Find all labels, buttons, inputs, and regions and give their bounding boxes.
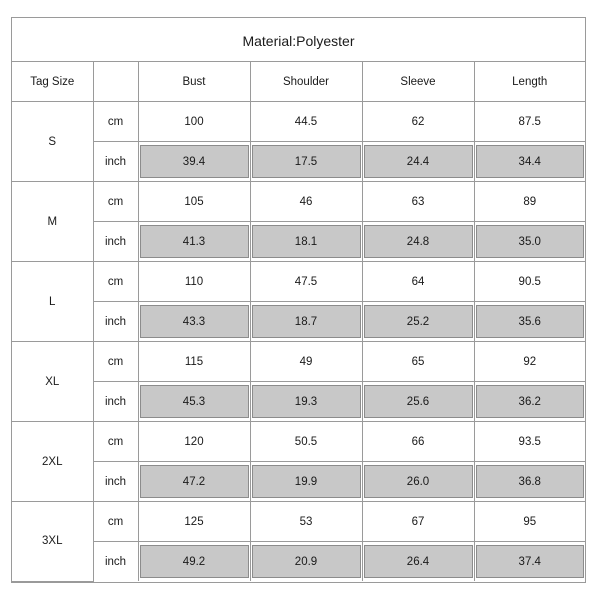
bust-value: 100 bbox=[184, 115, 204, 128]
size-row-m-inch bbox=[12, 222, 585, 262]
size-label: 3XL bbox=[12, 502, 93, 582]
size-row-m-cm bbox=[12, 182, 585, 222]
shoulder-value: 44.5 bbox=[294, 115, 318, 128]
unit-label: inch bbox=[93, 302, 138, 342]
bust-value: 41.3 bbox=[140, 225, 249, 258]
shoulder-value: 18.7 bbox=[252, 305, 361, 338]
shoulder-value: 50.5 bbox=[294, 435, 318, 448]
bust-value: 39.4 bbox=[140, 145, 249, 178]
length-cell bbox=[474, 462, 585, 502]
bust-cell bbox=[138, 102, 250, 142]
unit-label: inch bbox=[93, 142, 138, 182]
size-label: 2XL bbox=[12, 422, 93, 502]
shoulder-value: 47.5 bbox=[294, 275, 318, 288]
unit-label: inch bbox=[93, 222, 138, 262]
sleeve-cell bbox=[362, 542, 474, 582]
bust-value: 43.3 bbox=[140, 305, 249, 338]
size-label: S bbox=[12, 102, 93, 182]
sleeve-cell bbox=[362, 382, 474, 422]
bust-value: 49.2 bbox=[140, 545, 249, 578]
bust-value: 45.3 bbox=[140, 385, 249, 418]
sleeve-cell bbox=[362, 182, 474, 222]
sleeve-value: 66 bbox=[411, 435, 425, 448]
sleeve-value: 24.8 bbox=[364, 225, 473, 258]
length-value: 35.6 bbox=[476, 305, 585, 338]
size-row-2xl-cm bbox=[12, 422, 585, 462]
size-row-s-cm bbox=[12, 102, 585, 142]
length-cell bbox=[474, 262, 585, 302]
size-label: XL bbox=[12, 342, 93, 422]
sleeve-value: 67 bbox=[411, 515, 425, 528]
bust-value: 115 bbox=[184, 355, 204, 368]
sleeve-cell bbox=[362, 222, 474, 262]
header-sleeve: Sleeve bbox=[362, 62, 474, 102]
length-cell bbox=[474, 342, 585, 382]
bust-value: 47.2 bbox=[140, 465, 249, 498]
bust-value: 105 bbox=[184, 195, 204, 208]
shoulder-value: 17.5 bbox=[252, 145, 361, 178]
sleeve-cell bbox=[362, 142, 474, 182]
unit-label: cm bbox=[93, 502, 138, 542]
shoulder-cell bbox=[250, 262, 362, 302]
header-bust: Bust bbox=[138, 62, 250, 102]
shoulder-value: 53 bbox=[299, 515, 313, 528]
size-label: M bbox=[12, 182, 93, 262]
bust-cell bbox=[138, 502, 250, 542]
length-value: 89 bbox=[523, 195, 537, 208]
bust-cell bbox=[138, 462, 250, 502]
unit-label: inch bbox=[93, 462, 138, 502]
sleeve-cell bbox=[362, 262, 474, 302]
length-value: 36.2 bbox=[476, 385, 585, 418]
shoulder-cell bbox=[250, 462, 362, 502]
bust-cell bbox=[138, 382, 250, 422]
bust-cell bbox=[138, 302, 250, 342]
length-value: 35.0 bbox=[476, 225, 585, 258]
size-row-s-inch bbox=[12, 142, 585, 182]
shoulder-value: 19.3 bbox=[252, 385, 361, 418]
size-row-l-inch bbox=[12, 302, 585, 342]
sleeve-value: 25.6 bbox=[364, 385, 473, 418]
length-value: 92 bbox=[523, 355, 537, 368]
size-row-2xl-inch bbox=[12, 462, 585, 502]
size-row-xl-cm bbox=[12, 342, 585, 382]
bust-cell bbox=[138, 542, 250, 582]
sleeve-cell bbox=[362, 342, 474, 382]
size-row-xl-inch bbox=[12, 382, 585, 422]
length-cell bbox=[474, 102, 585, 142]
unit-label: cm bbox=[93, 102, 138, 142]
sleeve-value: 26.0 bbox=[364, 465, 473, 498]
unit-label: cm bbox=[93, 342, 138, 382]
length-value: 90.5 bbox=[518, 275, 541, 288]
length-cell bbox=[474, 542, 585, 582]
bust-cell bbox=[138, 422, 250, 462]
chart-title: Material:Polyester bbox=[12, 18, 585, 62]
header-shoulder: Shoulder bbox=[250, 62, 362, 102]
size-table bbox=[12, 62, 585, 582]
bust-cell bbox=[138, 342, 250, 382]
length-value: 93.5 bbox=[518, 435, 541, 448]
header-tag-size: Tag Size bbox=[12, 62, 93, 102]
unit-label: cm bbox=[93, 422, 138, 462]
header-row bbox=[12, 62, 585, 102]
shoulder-cell bbox=[250, 222, 362, 262]
unit-label: inch bbox=[93, 382, 138, 422]
sleeve-cell bbox=[362, 302, 474, 342]
bust-cell bbox=[138, 182, 250, 222]
shoulder-value: 20.9 bbox=[252, 545, 361, 578]
header-unit bbox=[93, 62, 138, 102]
length-cell bbox=[474, 422, 585, 462]
shoulder-cell bbox=[250, 342, 362, 382]
length-cell bbox=[474, 222, 585, 262]
length-cell bbox=[474, 142, 585, 182]
shoulder-cell bbox=[250, 422, 362, 462]
size-row-3xl-inch bbox=[12, 542, 585, 582]
bust-value: 125 bbox=[184, 515, 204, 528]
sleeve-cell bbox=[362, 102, 474, 142]
shoulder-cell bbox=[250, 302, 362, 342]
bust-value: 110 bbox=[184, 275, 204, 288]
shoulder-value: 19.9 bbox=[252, 465, 361, 498]
sleeve-value: 64 bbox=[411, 275, 425, 288]
length-value: 87.5 bbox=[518, 115, 541, 128]
size-label: L bbox=[12, 262, 93, 342]
shoulder-cell bbox=[250, 382, 362, 422]
shoulder-cell bbox=[250, 102, 362, 142]
sleeve-value: 62 bbox=[411, 115, 425, 128]
shoulder-cell bbox=[250, 542, 362, 582]
sleeve-cell bbox=[362, 422, 474, 462]
length-value: 36.8 bbox=[476, 465, 585, 498]
unit-label: inch bbox=[93, 542, 138, 582]
sleeve-value: 26.4 bbox=[364, 545, 473, 578]
shoulder-value: 46 bbox=[299, 195, 313, 208]
length-value: 95 bbox=[523, 515, 537, 528]
sleeve-cell bbox=[362, 502, 474, 542]
shoulder-value: 18.1 bbox=[252, 225, 361, 258]
sleeve-value: 63 bbox=[411, 195, 425, 208]
bust-value: 120 bbox=[184, 435, 204, 448]
length-cell bbox=[474, 382, 585, 422]
sleeve-value: 65 bbox=[411, 355, 425, 368]
unit-label: cm bbox=[93, 262, 138, 302]
length-value: 37.4 bbox=[476, 545, 585, 578]
sleeve-value: 25.2 bbox=[364, 305, 473, 338]
bust-cell bbox=[138, 142, 250, 182]
header-length: Length bbox=[474, 62, 585, 102]
size-chart bbox=[11, 17, 586, 583]
length-cell bbox=[474, 502, 585, 542]
shoulder-cell bbox=[250, 142, 362, 182]
unit-label: cm bbox=[93, 182, 138, 222]
bust-cell bbox=[138, 222, 250, 262]
sleeve-value: 24.4 bbox=[364, 145, 473, 178]
length-value: 34.4 bbox=[476, 145, 585, 178]
shoulder-value: 49 bbox=[299, 355, 313, 368]
size-row-3xl-cm bbox=[12, 502, 585, 542]
size-table-body bbox=[12, 102, 585, 582]
size-row-l-cm bbox=[12, 262, 585, 302]
shoulder-cell bbox=[250, 182, 362, 222]
shoulder-cell bbox=[250, 502, 362, 542]
length-cell bbox=[474, 182, 585, 222]
sleeve-cell bbox=[362, 462, 474, 502]
bust-cell bbox=[138, 262, 250, 302]
length-cell bbox=[474, 302, 585, 342]
